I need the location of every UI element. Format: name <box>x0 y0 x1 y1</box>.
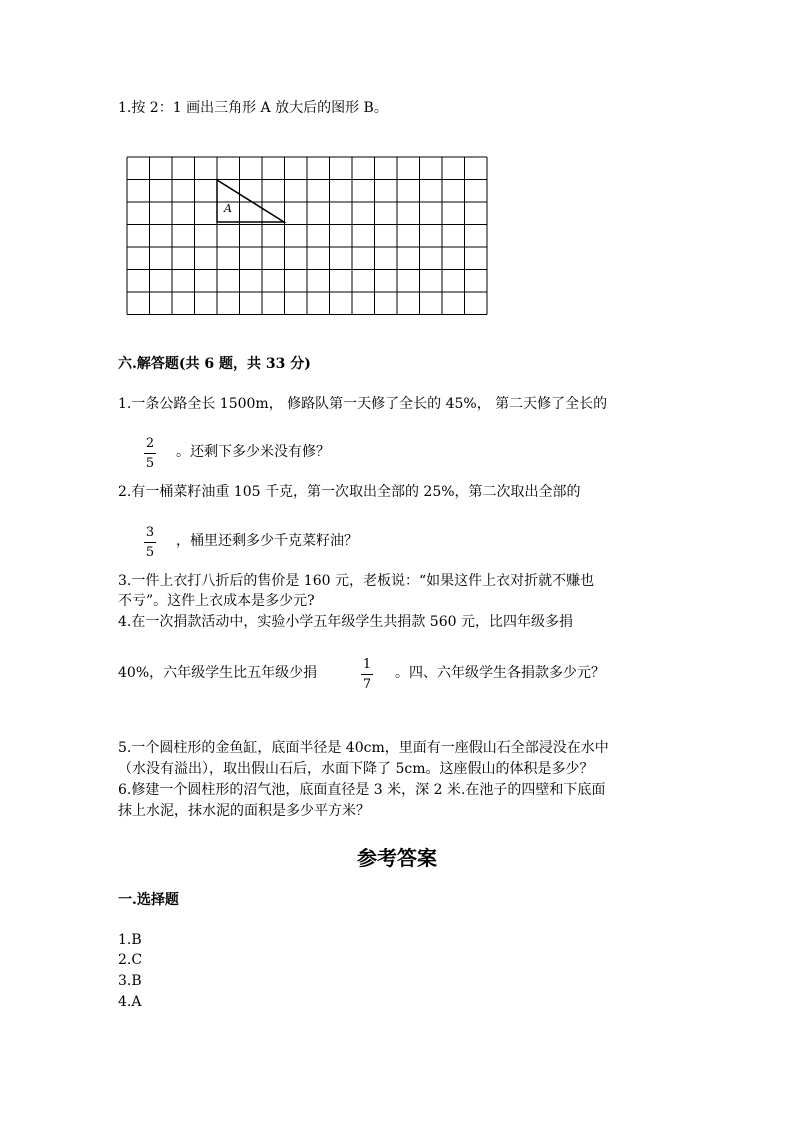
question-grid-instruction: 1.按 2：1 画出三角形 A 放大后的图形 B。 <box>118 100 388 116</box>
problem-4-line-1: 4.在一次捐款活动中，实验小学五年级学生共捐款 560 元，比四年级多捐 <box>118 614 573 630</box>
answer-item: 2.C <box>118 952 143 968</box>
problem-1-fraction <box>143 436 157 471</box>
answer-item: 3.B <box>118 973 142 989</box>
fraction-bar <box>361 674 373 675</box>
fraction-bar <box>144 453 156 454</box>
fraction-denominator: 5 <box>145 545 155 560</box>
problem-2-line-1: 2.有一桶菜籽油重 105 千克，第一次取出全部的 25%，第二次取出全部的 <box>118 484 581 500</box>
triangle-a-label: A <box>224 202 232 215</box>
answers-section-title: 一.选择题 <box>118 892 179 908</box>
problem-2-line-2: ，桶里还剩多少千克菜籽油？ <box>176 533 358 549</box>
answers-title: 参考答案 <box>357 846 437 870</box>
problem-1-line-1: 1.一条公路全长 1500m， 修路队第一天修了全长的 45%， 第二天修了全长的 <box>118 396 608 412</box>
section-6-title: 六.解答题(共 6 题，共 33 分) <box>118 356 311 372</box>
problem-4-line-2b: 。四、六年级学生各捐款多少元？ <box>395 665 605 681</box>
problem-4-fraction <box>360 657 374 692</box>
fraction-numerator: 2 <box>145 436 155 451</box>
fraction-denominator: 7 <box>362 677 372 692</box>
problem-3-line-1: 3.一件上衣打八折后的售价是 160 元，老板说：“如果这件上衣对折就不赚也 <box>118 573 595 589</box>
problem-6-line-2: 抹上水泥，抹水泥的面积是多少平方米？ <box>118 803 370 819</box>
triangle-a <box>217 180 284 222</box>
fraction-numerator: 3 <box>145 525 155 540</box>
fraction-denominator: 5 <box>145 456 155 471</box>
answer-item: 1.B <box>118 932 142 948</box>
answer-item: 4.A <box>118 994 142 1010</box>
problem-6-line-1: 6.修建一个圆柱形的沼气池，底面直径是 3 米，深 2 米.在池子的四壁和下底面 <box>118 782 606 798</box>
problem-2-fraction <box>143 525 157 560</box>
problem-4-line-2a: 40%，六年级学生比五年级少捐 <box>118 665 318 681</box>
problem-3-line-2: 不亏”。这件上衣成本是多少元? <box>118 593 315 609</box>
problem-1-line-2: 。还剩下多少米没有修？ <box>176 444 330 460</box>
problem-5-line-1: 5.一个圆柱形的金鱼缸，底面半径是 40cm，里面有一座假山石全部浸没在水中 <box>118 740 609 756</box>
fraction-bar <box>144 542 156 543</box>
problem-5-line-2: （水没有溢出），取出假山石后，水面下降了 5cm。这座假山的体积是多少？ <box>118 761 594 777</box>
fraction-numerator: 1 <box>362 657 372 672</box>
